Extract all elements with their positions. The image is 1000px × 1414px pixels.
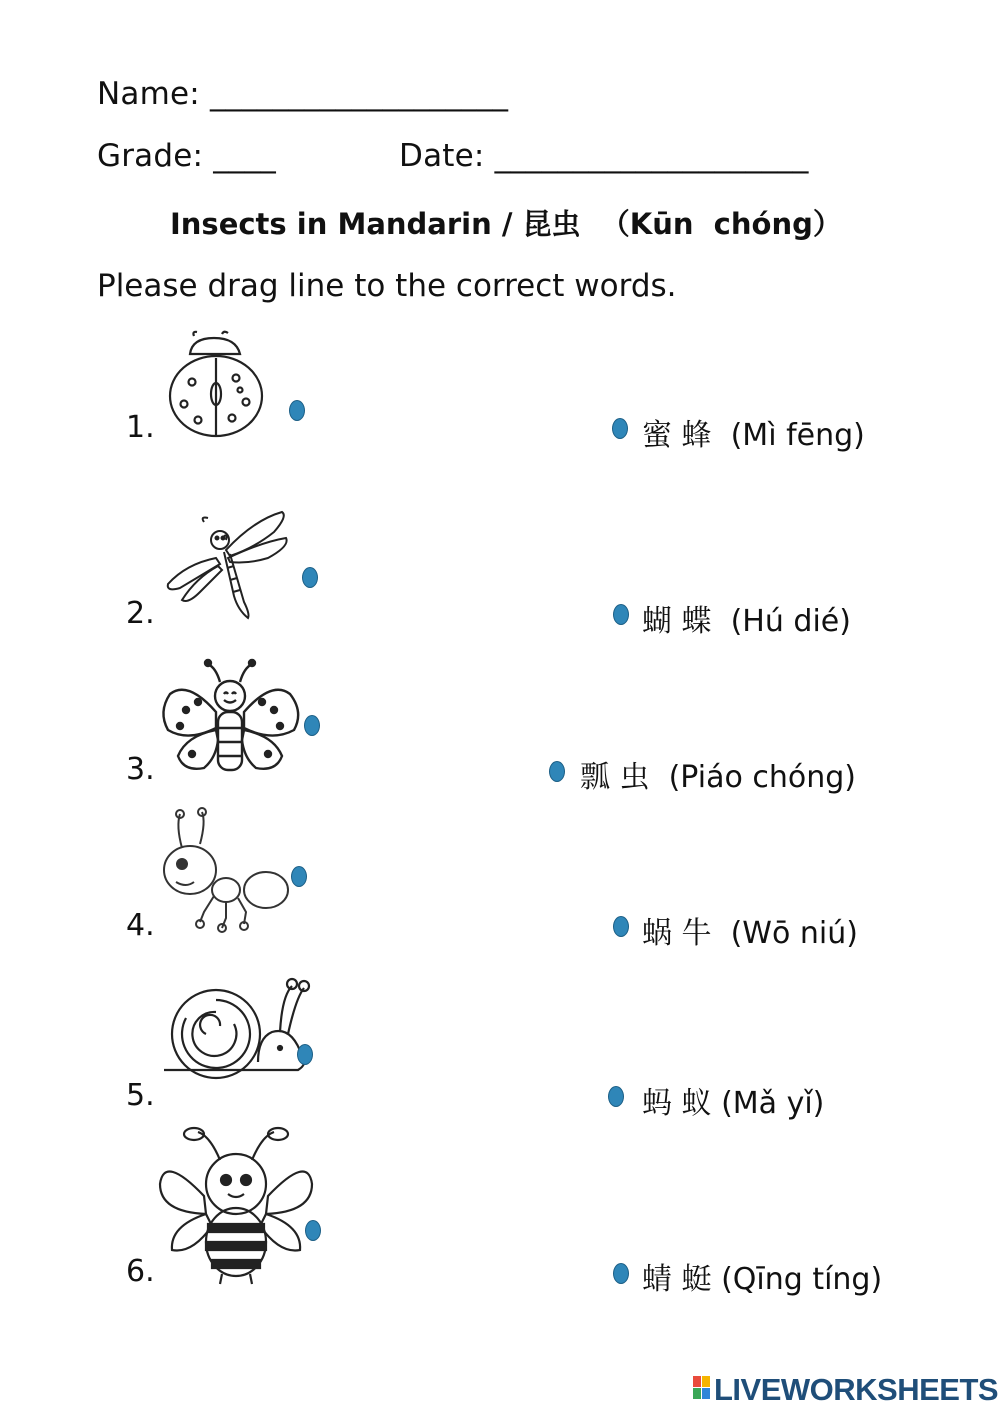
picture-3-connector-dot[interactable] [304, 715, 320, 736]
word-4-connector-dot[interactable] [613, 916, 629, 937]
word-option-1: 蜜 蜂 (Mì fēng) [642, 418, 865, 453]
word-option-3: 瓢 虫 (Piáo chóng) [580, 760, 856, 795]
word-5-connector-dot[interactable] [608, 1086, 624, 1107]
word-option-5: 蚂 蚁 (Mǎ yǐ) [642, 1086, 825, 1121]
date-field-label: Date: ____________________ [399, 138, 809, 174]
item-number-5: 5. [126, 1078, 155, 1113]
picture-5-connector-dot[interactable] [297, 1044, 313, 1065]
item-number-1: 1. [126, 410, 155, 445]
butterfly-image [158, 650, 304, 778]
word-option-6: 蜻 蜓 (Qīng tíng) [642, 1262, 883, 1297]
picture-2-connector-dot[interactable] [302, 567, 318, 588]
word-option-2: 蝴 蝶 (Hú dié) [642, 604, 851, 639]
picture-6-connector-dot[interactable] [305, 1220, 321, 1241]
word-option-4: 蜗 牛 (Wō niú) [642, 916, 858, 951]
liveworksheets-brand[interactable]: LIVEWORKSHEETS [714, 1372, 999, 1407]
word-1-connector-dot[interactable] [612, 418, 628, 439]
worksheet-title: Insects in Mandarin / 昆虫 （Kūn chóng） [170, 207, 842, 241]
dragonfly-image [164, 506, 290, 624]
item-number-2: 2. [126, 596, 155, 631]
item-number-3: 3. [126, 752, 155, 787]
liveworksheets-logo-icon [693, 1376, 711, 1400]
item-number-4: 4. [126, 908, 155, 943]
name-field-label: Name: ___________________ [97, 76, 509, 112]
snail-image [162, 972, 310, 1076]
word-2-connector-dot[interactable] [613, 604, 629, 625]
item-number-6: 6. [126, 1254, 155, 1289]
bee-image [156, 1126, 316, 1284]
ladybug-image [166, 330, 268, 440]
word-6-connector-dot[interactable] [613, 1263, 629, 1284]
picture-4-connector-dot[interactable] [291, 866, 307, 887]
ant-image [160, 808, 290, 932]
word-3-connector-dot[interactable] [549, 761, 565, 782]
grade-field-label: Grade: ____ [97, 138, 277, 174]
instruction-text: Please drag line to the correct words. [97, 268, 677, 304]
picture-1-connector-dot[interactable] [289, 400, 305, 421]
